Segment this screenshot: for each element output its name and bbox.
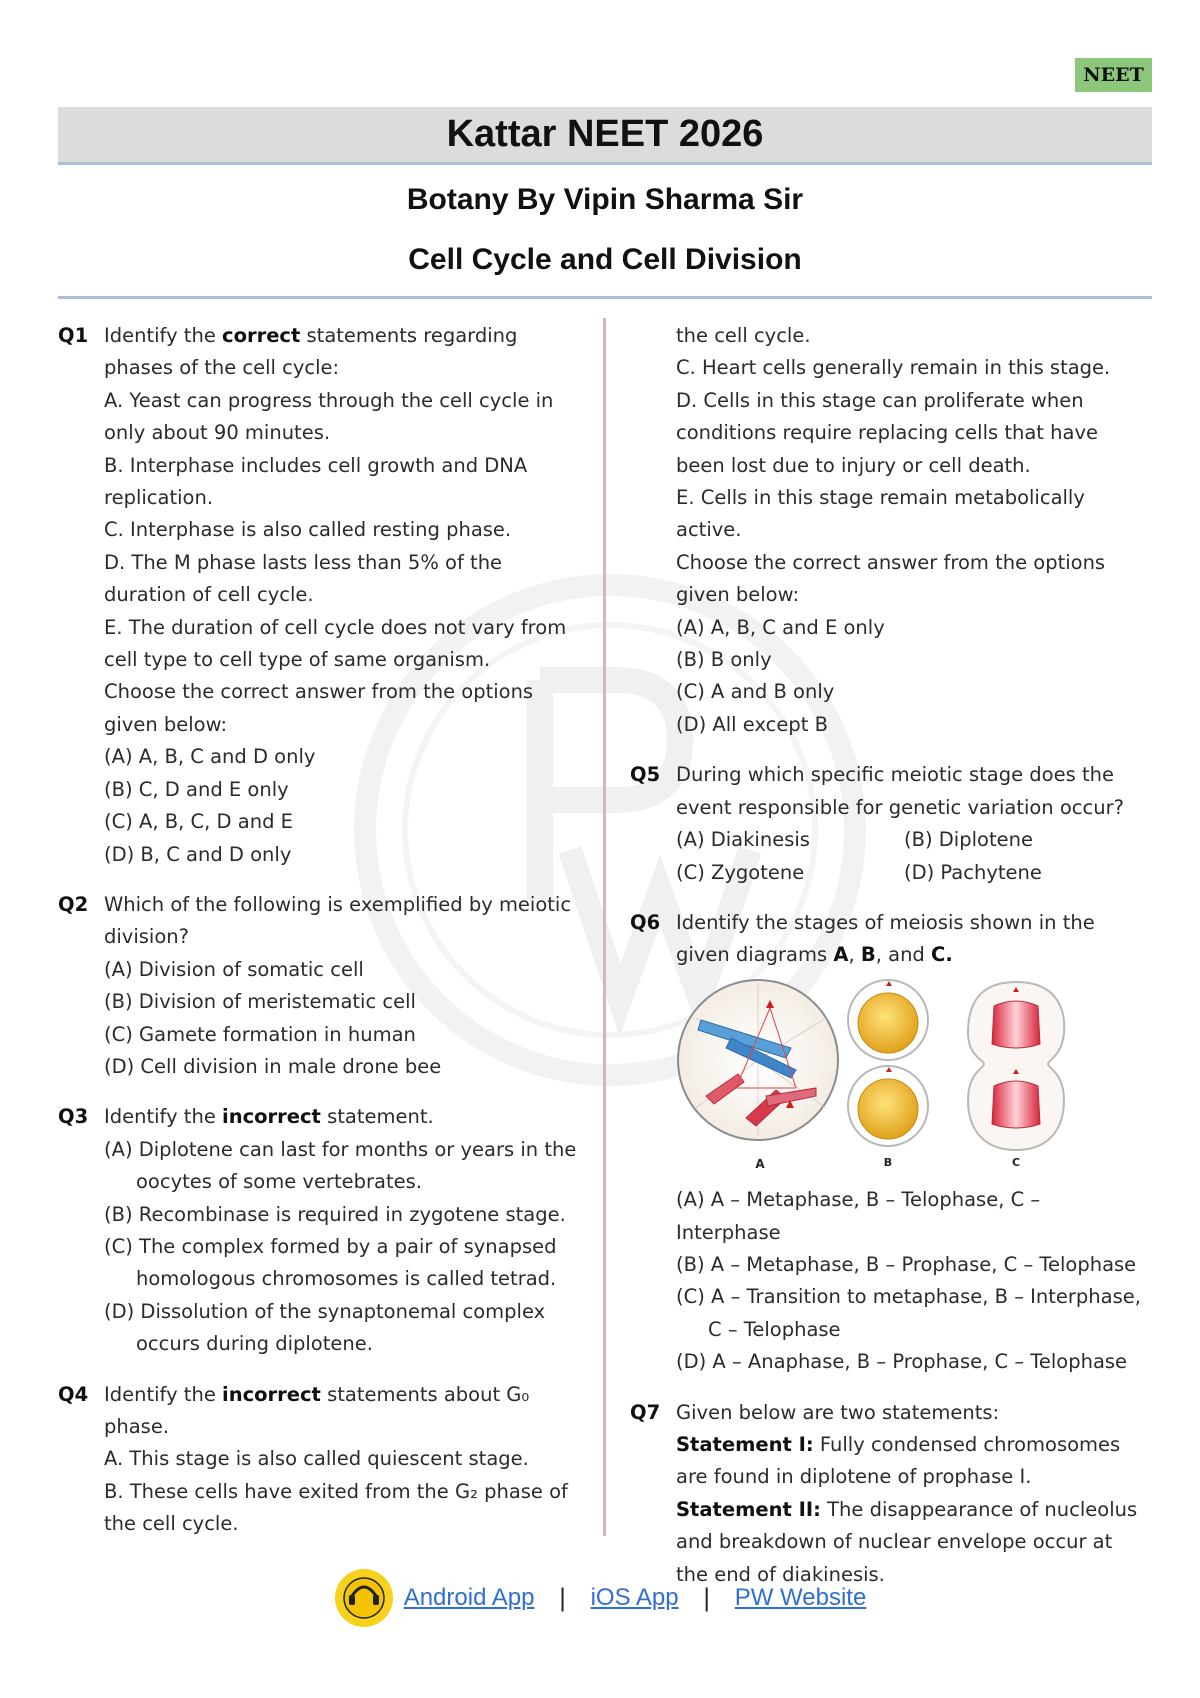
question-stem	[104, 320, 578, 385]
statement: A. Yeast can progress through the cell cycle in only about 90 minutes.	[104, 388, 554, 445]
option[interactable]: (C) A – Transition to metaphase, B – Interphase, C – Telophase	[676, 1285, 1141, 1341]
option[interactable]: (D) Pachytene	[904, 860, 1042, 884]
question-stem: Which of the following is exemplified by meiotic division?	[104, 892, 572, 949]
label-c: C	[1011, 1155, 1021, 1169]
stem-text: statements about G₀ phase.	[104, 1382, 530, 1438]
right-column	[630, 320, 1150, 1591]
options-grid	[676, 824, 1150, 889]
option[interactable]: (A) Diplotene can last for months or years in the oocytes of some vertebrates.	[104, 1137, 577, 1194]
stem-text: Identify the	[104, 1105, 223, 1129]
statement-label: Statement I:	[676, 1432, 814, 1456]
option[interactable]: (A) A, B, C and D only	[104, 745, 316, 769]
question-number: Q1	[58, 324, 89, 347]
option[interactable]: (A) Division of somatic cell	[104, 957, 364, 981]
option[interactable]: (D) A – Anaphase, B – Prophase, C – Telophase	[676, 1350, 1128, 1374]
option[interactable]: (B) Recombinase is required in zygotene stage.	[104, 1202, 566, 1226]
question-stem	[104, 1101, 578, 1133]
question-2	[58, 889, 578, 1083]
footer-separator: |	[702, 1584, 711, 1612]
question-stem: During which specific meiotic stage does the event responsible for genetic variation occur?	[676, 763, 1124, 819]
question-number: Q2	[58, 892, 89, 916]
title-bar	[58, 107, 1152, 165]
question-3	[58, 1101, 578, 1360]
statement-text: The disappearance of nucleolus and breakdown of nuclear envelope occur at the end of diakinesis.	[676, 1497, 1138, 1586]
question-6	[630, 907, 1150, 1379]
subtitle: Botany By Vipin Sharma Sir	[406, 183, 804, 216]
question-body	[676, 759, 1150, 889]
chapter-title: Cell Cycle and Cell Division	[408, 243, 802, 276]
stem-text: Identify the stages of meiosis shown in the given diagrams	[676, 910, 1095, 967]
question-body	[676, 907, 1150, 1379]
stem-emphasis: incorrect	[222, 1382, 321, 1406]
option[interactable]: (D) Dissolution of the synaptonemal complex occurs during diplotene.	[104, 1299, 546, 1356]
statement: B. Interphase includes cell growth and DNA replication.	[104, 453, 528, 510]
stem-text: statements regarding phases of the cell cycle:	[104, 324, 518, 380]
statement-text: Fully condensed chromosomes are found in diplotene of prophase I.	[676, 1432, 1121, 1489]
option[interactable]: (D) All except B	[676, 712, 828, 736]
question-5	[630, 759, 1150, 889]
question-number: Q3	[58, 1105, 89, 1129]
header-rule	[58, 296, 1152, 299]
question-body	[104, 320, 578, 871]
statement: E. Cells in this stage remain metabolically active.	[676, 486, 1085, 542]
question-stem	[104, 1379, 578, 1444]
statement-continuation: the cell cycle.	[676, 324, 811, 347]
stem-text: , and	[875, 943, 932, 967]
statement: B. These cells have exited from the G₂ phase of the cell cycle.	[104, 1479, 568, 1536]
option[interactable]: (A) A – Metaphase, B – Telophase, C – Interphase	[676, 1188, 1041, 1244]
stem-emphasis: incorrect	[222, 1105, 321, 1129]
option[interactable]: (B) Division of meristematic cell	[104, 990, 416, 1014]
stem-text: Identify the	[104, 324, 223, 347]
cell-c	[968, 982, 1064, 1150]
question-body	[104, 889, 578, 1083]
option[interactable]: (D) B, C and D only	[104, 842, 292, 866]
left-column	[58, 320, 578, 1536]
label-a: A	[755, 1156, 765, 1171]
question-4	[58, 1379, 578, 1536]
footer	[0, 1568, 1200, 1628]
question-4-continued	[630, 320, 1150, 741]
option[interactable]: (B) Diplotene	[904, 828, 1033, 852]
question-number: Q5	[630, 763, 661, 787]
statement: C. Interphase is also called resting phase.	[104, 518, 512, 542]
option[interactable]: (A) Diakinesis	[676, 828, 810, 852]
column-divider	[603, 318, 606, 1536]
question-number: Q6	[630, 910, 661, 934]
stem-text: ,	[848, 943, 861, 967]
stem-text: statement.	[320, 1105, 434, 1129]
option[interactable]: (C) The complex formed by a pair of synapsed homologous chromosomes is called tetrad.	[104, 1234, 557, 1291]
question-body	[676, 1397, 1150, 1591]
option[interactable]: (D) Cell division in male drone bee	[104, 1054, 442, 1078]
statement: D. The M phase lasts less than 5% of the duration of cell cycle.	[104, 550, 503, 607]
statement: D. Cells in this stage can proliferate when conditions require replacing cells that have been lost due to injury or cell death.	[676, 388, 1099, 477]
ios-app-link[interactable]: iOS App	[590, 1584, 679, 1611]
footer-separator: |	[558, 1584, 567, 1612]
option[interactable]: (C) A, B, C, D and E	[104, 810, 293, 834]
customer-service-logo-icon	[334, 1568, 394, 1628]
statement: A. This stage is also called quiescent stage.	[104, 1447, 529, 1471]
statement-label: Statement II:	[676, 1497, 821, 1521]
stem-emphasis: A	[833, 943, 849, 967]
instruction: Choose the correct answer from the options given below:	[676, 550, 1106, 607]
stem-text: Identify the	[104, 1382, 223, 1406]
page-title: Kattar NEET 2026	[446, 113, 764, 155]
android-app-link[interactable]: Android App	[403, 1584, 535, 1611]
option[interactable]: (C) A and B only	[676, 680, 835, 704]
pw-website-link[interactable]: PW Website	[734, 1584, 867, 1611]
option[interactable]: (C) Zygotene	[676, 860, 805, 884]
option[interactable]: (B) C, D and E only	[104, 777, 289, 801]
question-stem	[676, 907, 1150, 972]
stem-emphasis: B	[860, 943, 876, 967]
stem-emphasis: correct	[222, 324, 301, 347]
question-number: Q4	[58, 1382, 89, 1406]
stem-emphasis: C.	[931, 943, 953, 967]
option[interactable]: (C) Gamete formation in human	[104, 1022, 416, 1046]
statement-1	[676, 1429, 1150, 1494]
neet-badge: NEET	[1075, 58, 1152, 92]
statement: E. The duration of cell cycle does not vary from cell type to cell type of same organism.	[104, 615, 567, 672]
question-stem: Given below are two statements:	[676, 1400, 1000, 1424]
label-b: B	[883, 1155, 893, 1169]
option[interactable]: (B) B only	[676, 648, 772, 672]
cell-b	[848, 980, 928, 1146]
option[interactable]: (A) A, B, C and E only	[676, 615, 885, 639]
question-body	[104, 1379, 578, 1536]
meiosis-diagram	[676, 978, 1116, 1174]
cell-a	[678, 980, 838, 1140]
question-body	[104, 1101, 578, 1360]
option[interactable]: (B) A – Metaphase, B – Prophase, C – Telophase	[676, 1252, 1137, 1276]
question-7	[630, 1397, 1150, 1591]
instruction: Choose the correct answer from the options given below:	[104, 680, 534, 736]
question-1	[58, 320, 578, 871]
statement: C. Heart cells generally remain in this stage.	[676, 356, 1111, 380]
question-number: Q7	[630, 1400, 661, 1424]
